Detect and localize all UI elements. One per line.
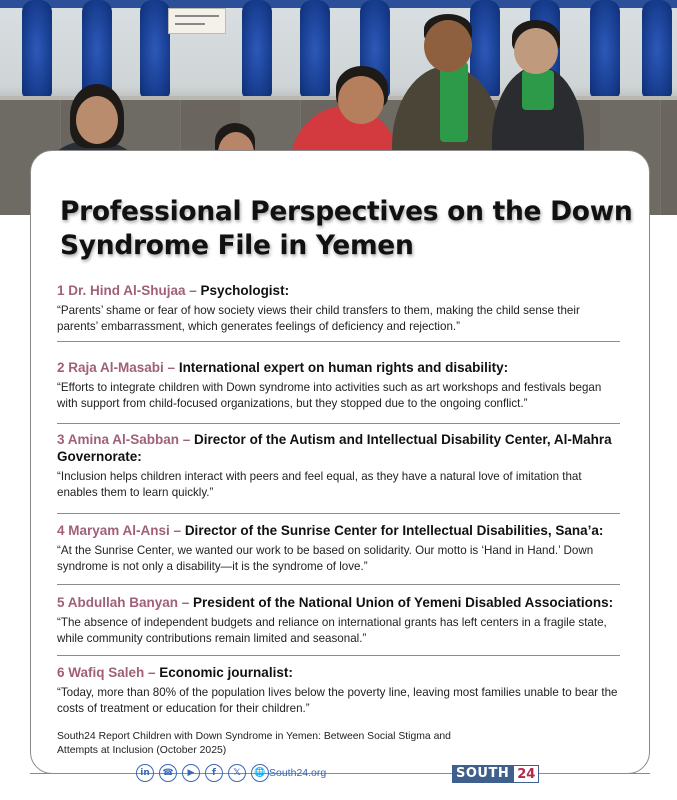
logo-number: 24 — [513, 765, 539, 783]
expert-quote: “At the Sunrise Center, we wanted our work to be based on solidarity. Our motto is ‘Hand in Hand.’ Down syndrome is not only a disability—it is the syndrome of love.” — [57, 544, 594, 573]
divider — [57, 341, 620, 342]
expert-quote: “Today, more than 80% of the population lives below the poverty line, leaving most families unable to bear the costs of treatment or education for their children.” — [57, 686, 618, 715]
expert-name: 2 Raja Al-Masabi – — [57, 360, 176, 375]
expert-quote: “Efforts to integrate children with Down syndrome into activities such as art workshops and festivals began with support from child-focused organizations, but they stopped due to the ongoing conflict.” — [57, 381, 602, 410]
expert-role: Economic journalist: — [159, 665, 293, 680]
report-source: South24 Report Children with Down Syndrome in Yemen: Between Social Stigma and Attempts at Inclusion (October 2025) — [57, 731, 451, 756]
baluster — [140, 0, 170, 98]
youtube-icon[interactable]: ▶ — [182, 764, 200, 782]
quote-entry-3 — [57, 431, 623, 501]
whatsapp-icon[interactable]: ☎ — [159, 764, 177, 782]
expert-name: 6 Wafiq Saleh – — [57, 665, 156, 680]
baluster — [242, 0, 272, 98]
expert-name: 3 Amina Al-Sabban – — [57, 432, 191, 447]
globe-icon[interactable]: 🌐 — [251, 764, 269, 782]
divider — [57, 513, 620, 514]
expert-quote: “The absence of independent budgets and reliance on international grants has left centers in a fragile state, while community contributions remain limited and seasonal.” — [57, 616, 607, 645]
x-icon[interactable]: 𝕏 — [228, 764, 246, 782]
child-face — [76, 96, 118, 144]
child-face — [338, 76, 384, 124]
child-face — [514, 28, 558, 74]
footer-rule — [30, 773, 136, 774]
quote-entry-1 — [57, 282, 623, 335]
expert-role: Director of the Sunrise Center for Intellectual Disabilities, Sana’a: — [184, 523, 604, 538]
green-scarf — [522, 70, 554, 110]
footer-rule — [326, 773, 450, 774]
expert-role: International expert on human rights and disability: — [178, 360, 509, 375]
expert-role: President of the National Union of Yemeni Disabled Associations: — [193, 595, 614, 610]
wall-sign — [168, 8, 226, 34]
page-title: Professional Perspectives on the Down Syndrome File in Yemen — [60, 196, 633, 261]
baluster — [590, 0, 620, 98]
south24-logo — [452, 765, 539, 783]
divider — [57, 655, 620, 656]
expert-name: 1 Dr. Hind Al-Shujaa – — [57, 283, 197, 298]
quote-entry-4 — [57, 522, 623, 575]
footer-rule — [546, 773, 650, 774]
baluster — [642, 0, 672, 98]
logo-word: SOUTH — [452, 765, 513, 783]
quote-entry-6 — [57, 664, 623, 717]
expert-role: Psychologist: — [200, 283, 290, 298]
quote-entry-2 — [57, 359, 623, 412]
linkedin-icon[interactable]: in — [136, 764, 154, 782]
baluster — [300, 0, 330, 98]
website-link[interactable]: South24.org — [269, 767, 327, 779]
expert-quote: “Parents’ shame or fear of how society views their child transfers to them, making the child sense their parents’ embarrassment, which generates feelings of deficiency and rejection.” — [57, 304, 580, 333]
child-face — [424, 20, 472, 72]
divider — [57, 584, 620, 585]
quote-entry-5 — [57, 594, 623, 647]
facebook-icon[interactable]: f — [205, 764, 223, 782]
expert-name: 5 Abdullah Banyan – — [57, 595, 190, 610]
expert-role: Director of the Autism and Intellectual Disability Center, Al-Mahra Governorate: — [57, 432, 612, 464]
expert-quote: “Inclusion helps children interact with peers and feel equal, as they have a natural love of imitation that enables them to learn quickly.” — [57, 470, 582, 499]
baluster — [22, 0, 52, 98]
green-scarf — [440, 62, 468, 142]
social-icons — [136, 764, 269, 784]
expert-name: 4 Maryam Al-Ansi – — [57, 523, 182, 538]
divider — [57, 423, 620, 424]
